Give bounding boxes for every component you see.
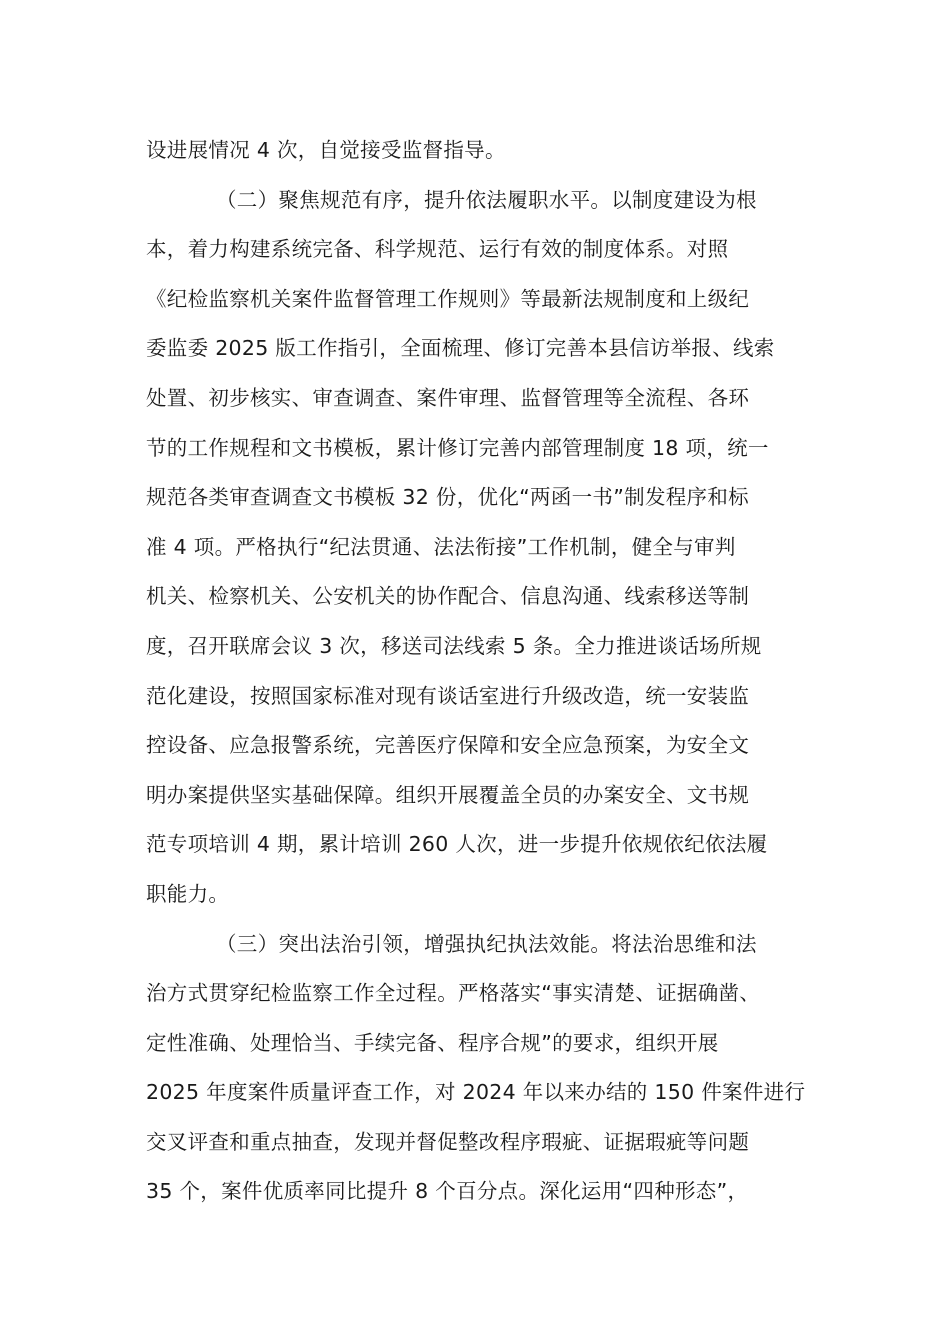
document-body xyxy=(146,126,846,1217)
text-line: 本，着力构建系统完备、科学规范、运行有效的制度体系。对照 xyxy=(146,237,729,262)
text-line: 2025 年度案件质量评查工作，对 2024 年以来办结的 150 件案件进行 xyxy=(146,1080,806,1105)
text-line: 范化建设，按照国家标准对现有谈话室进行升级改造，统一安装监 xyxy=(146,683,750,708)
text-line-paragraph-start: （二）聚焦规范有序，提升依法履职水平。以制度建设为根 xyxy=(216,187,757,212)
text-line: 35 个，案件优质率同比提升 8 个百分点。深化运用“四种形态”， xyxy=(146,1179,749,1204)
text-line: 治方式贯穿纪检监察工作全过程。严格落实“事实清楚、证据确凿、 xyxy=(146,981,761,1006)
text-line: 处置、初步核实、审查调查、案件审理、监督管理等全流程、各环 xyxy=(146,385,750,410)
text-line: 规范各类审查调查文书模板 32 份，优化“两函一书”制发程序和标 xyxy=(146,485,749,510)
text-line: 明办案提供坚实基础保障。组织开展覆盖全员的办案安全、文书规 xyxy=(146,782,750,807)
text-line: 定性准确、处理恰当、手续完备、程序合规”的要求，组织开展 xyxy=(146,1030,719,1055)
text-line: 度，召开联席会议 3 次，移送司法线索 5 条。全力推进谈话场所规 xyxy=(146,633,762,658)
text-line: 准 4 项。严格执行“纪法贯通、法法衔接”工作机制，健全与审判 xyxy=(146,534,736,559)
text-line-paragraph-start: （三）突出法治引领，增强执纪执法效能。将法治思维和法 xyxy=(216,931,757,956)
text-line: 交叉评查和重点抽查，发现并督促整改程序瑕疵、证据瑕疵等问题 xyxy=(146,1129,750,1154)
text-line: 控设备、应急报警系统，完善医疗保障和安全应急预案，为安全文 xyxy=(146,733,750,758)
text-line: 委监委 2025 版工作指引，全面梳理、修订完善本县信访举报、线索 xyxy=(146,336,775,361)
text-line: 职能力。 xyxy=(146,881,230,906)
text-line: 设进展情况 4 次，自觉接受监督指导。 xyxy=(146,138,506,162)
text-line: 节的工作规程和文书模板，累计修订完善内部管理制度 18 项，统一 xyxy=(146,435,769,460)
text-line: 机关、检察机关、公安机关的协作配合、信息沟通、线索移送等制 xyxy=(146,584,750,609)
text-line: 《纪检监察机关案件监督管理工作规则》等最新法规制度和上级纪 xyxy=(146,286,750,311)
text-line: 范专项培训 4 期，累计培训 260 人次，进一步提升依规依纪依法履 xyxy=(146,832,768,857)
